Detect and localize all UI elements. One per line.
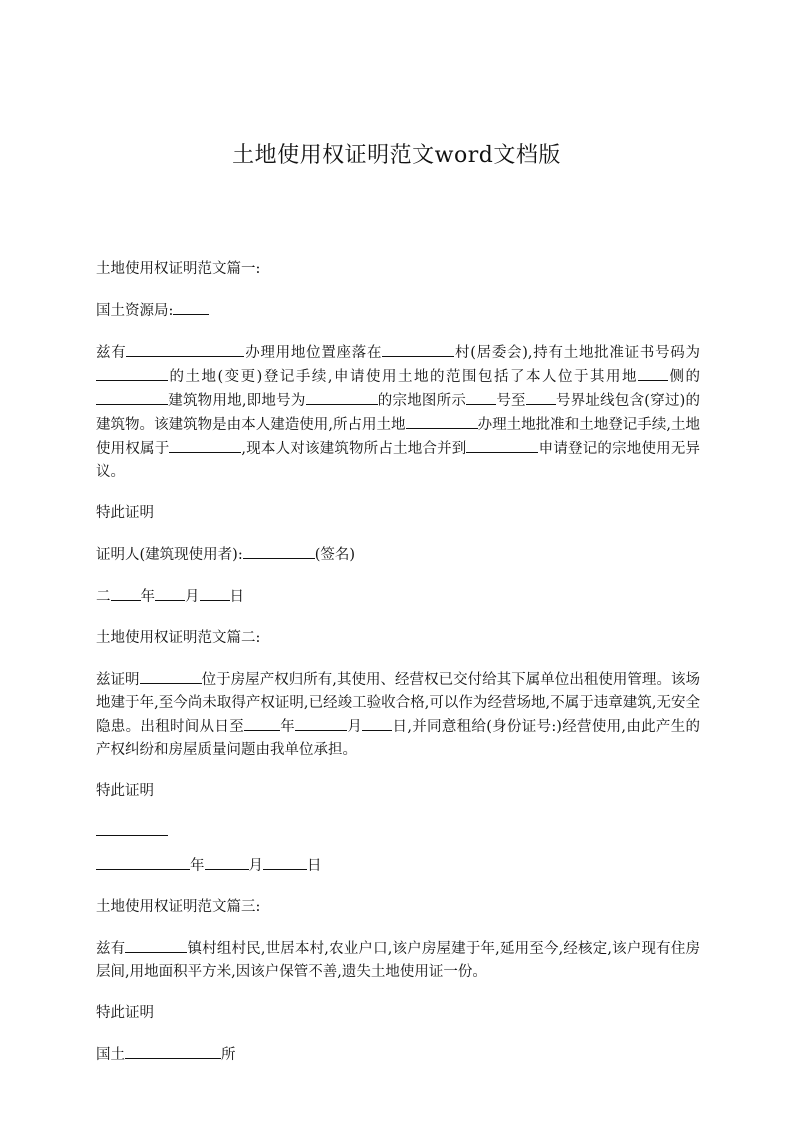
paragraph-3: 兹有 镇村组村民,世居本村,农业户口,该户房屋建于年,延用至今,经核定,该户现有住房层间,用地面积平方米,因该户保管不善,遗失土地使用证一份。: [96, 937, 700, 984]
blank: [306, 389, 378, 405]
blank: [155, 585, 185, 601]
blank: [406, 413, 478, 429]
blank: [169, 437, 241, 453]
blank: [295, 715, 347, 731]
blank: [244, 715, 280, 731]
certify-line-2: 特此证明: [96, 783, 154, 799]
blank: [638, 365, 668, 381]
document-body: [96, 258, 700, 1085]
blank: [382, 341, 454, 357]
blank: [526, 389, 556, 405]
date-line-2: 年 月 日: [96, 854, 700, 878]
blank: [200, 585, 230, 601]
blank: [126, 341, 244, 357]
blank: [466, 389, 496, 405]
blank: [466, 437, 538, 453]
blank: [96, 389, 168, 405]
blank: [173, 299, 209, 315]
blank: [243, 543, 315, 559]
document-title: 土地使用权证明范文word文档版: [232, 143, 561, 168]
section-heading-2: 土地使用权证明范文篇二:: [96, 630, 261, 646]
paragraph-1: 兹有 办理用地位置座落在 村(居委会),持有土地批准证书号码为的土地(变更)登记手续,申请使用土地的范围包括了本人位于其用地 侧的建筑物用地,即地号为 的宗地图所示 号至 号界址线包含(穿过)的建筑物。该建筑物是由本人建造使用,所占用土地 办理土地批准和土地登记手续,土地使用权属于 ,现本人对该建筑物所占土地合并到 申请登记的宗地使用无异议。: [96, 341, 700, 484]
section-heading-3: 土地使用权证明范文篇三:: [96, 899, 261, 915]
date-line-1: 二 年 月 日: [96, 585, 700, 609]
blank: [125, 1043, 221, 1059]
section-heading-1: 土地使用权证明范文篇一:: [96, 261, 261, 277]
blank: [263, 854, 307, 870]
blank: [205, 854, 249, 870]
blank: [96, 854, 190, 870]
office-line: 国土 所: [96, 1043, 700, 1067]
paragraph-2: 兹证明 位于房屋产权归所有,其使用、经营权已交付给其下属单位出租使用管理。该场地建于年,至今尚未取得产权证明,已经竣工验收合格,可以作为经营场地,不属于违章建筑,无安全隐患。出租时间从日至 年 月 日,并同意租给(身份证号:)经营使用,由此产生的产权纠纷和房屋质量问题由我单位承担。: [96, 668, 700, 762]
signature-blank: [96, 821, 168, 836]
blank: [111, 585, 141, 601]
bureau-line: 国土资源局:: [96, 299, 700, 323]
certify-line-3: 特此证明: [96, 1005, 154, 1021]
blank: [362, 715, 392, 731]
certify-line-1: 特此证明: [96, 505, 154, 521]
blank: [96, 365, 168, 381]
certifier-line: 证明人(建筑现使用者): (签名): [96, 543, 700, 567]
blank: [125, 937, 187, 953]
blank: [140, 668, 202, 684]
